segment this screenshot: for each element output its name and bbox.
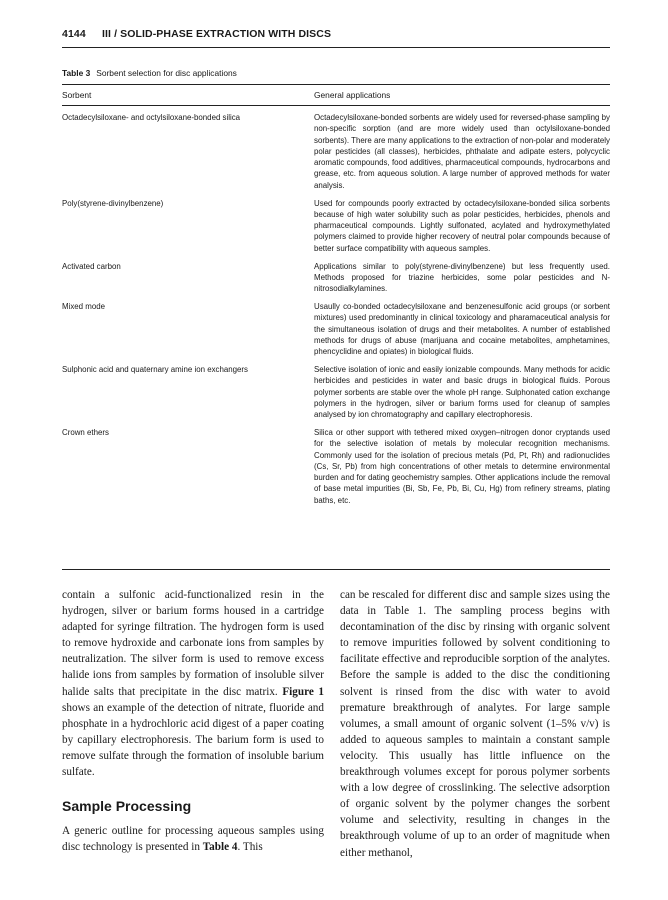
sorbent-cell: Activated carbon (62, 261, 121, 271)
applications-cell: Selective isolation of ionic and easily ionizable compounds. Many methods for acidic herbicides and pesticides in water and basic drugs in biological fluids. Porous polymer sorbents are stable over the whole pH range. Sulphonated cation exchange polymers in the hydrogen, silver or barium forms used for cleanup of samples analysed by ion chromatography and capillary electrophoresis. (314, 364, 610, 420)
table-row (62, 364, 610, 420)
table-caption (62, 68, 237, 78)
table-row (62, 198, 610, 254)
body-column-left (62, 587, 324, 855)
page-number: 4144 (62, 28, 86, 40)
applications-cell: Used for compounds poorly extracted by octadecylsiloxane-bonded silica sorbents because of high water solubility such as polar pesticides, herbicides, phenols and pharmaceutical compounds. Lightly sulfonated, acylated and hydroxymethylated polymers claimed to provide higher recovery of neutral polar compounds because of better surface compatibility with aqueous samples. (314, 198, 610, 253)
sorbent-cell: Poly(styrene-divinylbenzene) (62, 198, 164, 208)
table-caption-label: Table 3 (62, 68, 91, 78)
table-top-rule (62, 84, 610, 85)
table-row (62, 427, 610, 506)
applications-cell: Octadecylsiloxane-bonded sorbents are widely used for reversed-phase sampling by non-specific sorption (and are more widely used than octylsiloxane-bonded sorbents). There are many applications to the extraction of non-polar and moderately polar pesticides (all classes), herbicides, phthalate and adipate esters, polycyclic aromatic compounds, food additives, pharmaceutical compounds, hydrocarbons and grease, etc. from aqueous solution. A large number of approved methods for water analysis. (314, 113, 610, 190)
sorbent-cell: Octadecylsiloxane- and octylsiloxane-bonded silica (62, 113, 241, 122)
figure-reference[interactable]: Figure 1 (282, 685, 324, 698)
body-paragraph (62, 823, 324, 855)
table-body (62, 112, 610, 513)
applications-cell: Usaully co-bonded octadecylsiloxane and benzenesulfonic acid groups (or sorbent mixtures) used predominantly in clinical toxicology and pharamaceutical analysis for the simultaneous isolation of drugs and their metabolites. A number of established methods for drugs of abuse (marijuana and cocaine metabolites, amphetamines, phencyclidine and opiates) in biological fluids. (314, 301, 610, 357)
paragraph-text: A generic outline for processing aqueous samples using disc technology is presented in (62, 825, 324, 854)
table-header-sorbent: Sorbent (62, 90, 92, 100)
table-row (62, 112, 610, 191)
table-caption-text: Sorbent selection for disc applications (96, 68, 237, 78)
body-column-right (340, 587, 610, 861)
table-bottom-rule (62, 569, 610, 570)
body-paragraph: can be rescaled for different disc and sample sizes using the data in Table 1. The sampling process begins with decontamination of the disc by rinsing with organic solvent to remove impurities followed by solvent conditioning to facilitate effective and reproducible sorption of the analytes. Before the sample is added to the disc the conditioning solvent is rinsed from the disc with water to avoid premature breakthrough of analytes. For large sample volumes, a small amount of organic solvent (1–5% v/v) is added to aqueous samples to maintain a constant sample velocity. This usually has little influence on the breakthrough volumes except for porous polymer sorbents with a low degree of crosslinking. The selective adsorption of organic solvent by the polymer changes the sorbent volume and selectivity, resulting in changes in the breakthrough volume of up to an order of magnitude when either methanol, (340, 589, 610, 859)
table-header-rule (62, 105, 610, 106)
paragraph-text: shows an example of the detection of nitrate, fluoride and phosphate in a hydrochloric acid digest of a paper coating by capillary electrophoresis. The barium form is used to remove sulfate through the formation of insoluble barium sulfate. (62, 701, 324, 779)
table-row (62, 261, 610, 295)
applications-cell: Silica or other support with tethered mixed oxygen–nitrogen donor cryptands used for the selective isolation of metals by molecular recognition mechanisms. Commonly used for the isolation of precious metals (Pd, Pt, Rh) and radionuclides (Cs, Sr, Pb) from high concentrations of other metals to determine environmental burden and for dating geochemistry samples. Other applications include the removal of base metal impurities (Bi, Sb, Fe, Pb, Bi, Cu, Hg) from refinery streams, plating baths, etc. (314, 427, 610, 505)
applications-cell: Applications similar to poly(styrene-divinylbenzene) but less frequently used. Methods proposed for triazine herbicides, some polar pesticides and N-nitrosodialkylamines. (314, 261, 610, 294)
table-reference[interactable]: Table 4 (202, 841, 238, 854)
table-header-applications: General applications (314, 90, 391, 100)
section-title: III / SOLID-PHASE EXTRACTION WITH DISCS (102, 28, 332, 40)
header-rule (62, 47, 610, 48)
paragraph-text: contain a sulfonic acid-functionalized resin in the hydrogen, silver or barium forms housed in a cartridge adapted for syringe filtration. The hydrogen form is used to remove hydroxide and carbonate ions from samples by neutralization. The silver form is used to remove excess halide ions from samples by formation of insoluble silver halide salts that precipitate in the disc matrix. (62, 589, 324, 698)
table-row (62, 301, 610, 357)
section-heading: Sample Processing (62, 798, 192, 815)
body-paragraph (62, 587, 324, 780)
running-header (62, 28, 610, 44)
sorbent-cell: Mixed mode (62, 301, 105, 311)
sorbent-cell: Sulphonic acid and quaternary amine ion exchangers (62, 364, 248, 374)
paragraph-text: . This (237, 841, 263, 854)
sorbent-cell: Crown ethers (62, 427, 109, 437)
